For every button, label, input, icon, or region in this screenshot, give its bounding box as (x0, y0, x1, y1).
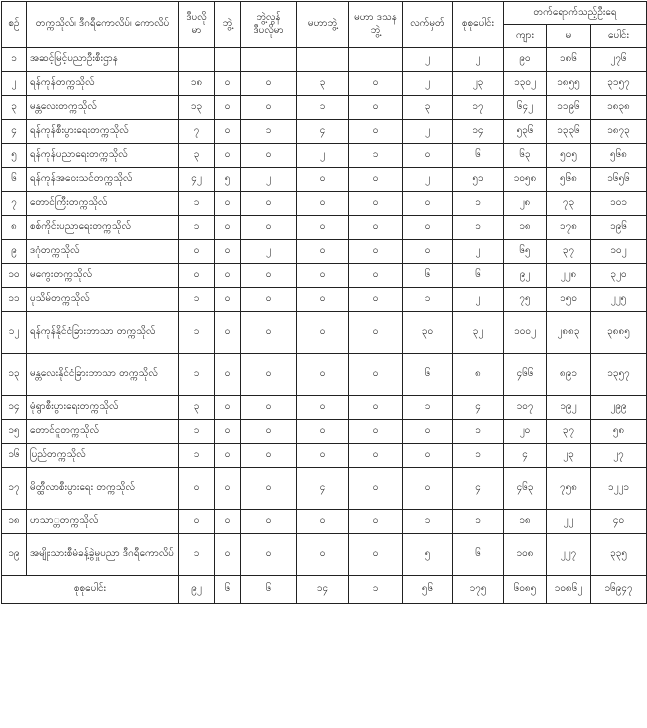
header-certificate: လက်မှတ် (403, 2, 453, 48)
male-students: ၁၀၈ (504, 534, 547, 576)
students-total: ၁၂၂၁ (591, 468, 647, 510)
row-number: ၈ (2, 216, 27, 240)
institution-name: အမျိုးသားစီမံခန့်ခွဲမှုပညာ ဒီဂရီကောလိပ် (27, 534, 179, 576)
postgrad-diploma-count: ၀ (241, 96, 297, 120)
diploma-count: ၄၂ (179, 168, 215, 192)
certificate-count: ၀ (403, 468, 453, 510)
row-number: ၁၁ (2, 288, 27, 312)
certificate-count: ၆ (403, 264, 453, 288)
mphil-count: ၀ (349, 120, 403, 144)
mphil-count: ၀ (349, 288, 403, 312)
institution-name: ဒဂုံတက္ကသိုလ် (27, 240, 179, 264)
institution-name: စစ်ကိုင်းပညာရေးတက္ကသိုလ် (27, 216, 179, 240)
female-students: ၁၅၀ (547, 288, 591, 312)
male-students: ၁၈ (504, 216, 547, 240)
diploma-count (179, 48, 215, 72)
total-count: ၁ (453, 510, 504, 534)
bachelor-count: ၅ (215, 168, 241, 192)
bachelor-count: ၀ (215, 192, 241, 216)
total-count: ၁ (453, 444, 504, 468)
total-count: ၄ (453, 468, 504, 510)
diploma-count: ၁ (179, 288, 215, 312)
header-total: စုစုပေါင်း (453, 2, 504, 48)
bachelor-count: ၀ (215, 444, 241, 468)
diploma-count: ၁ (179, 192, 215, 216)
mphil-count: ၁ (349, 144, 403, 168)
female-students: ၈၉၁ (547, 354, 591, 396)
diploma-count: ၇ (179, 120, 215, 144)
male-students: ၄၆၆ (504, 354, 547, 396)
female-students: ၅၀၅ (547, 144, 591, 168)
total-count: ၂ (453, 48, 504, 72)
students-total: ၃၈၈၅ (591, 312, 647, 354)
certificate-count: ၁ (403, 396, 453, 420)
students-total: ၁၆၅၆ (591, 168, 647, 192)
header-postgrad-diploma: ဘွဲ့လွန် ဒီပလိုမာ (241, 2, 297, 48)
institution-name: မိတ္ထီလာစီးပွားရေး တက္ကသိုလ် (27, 468, 179, 510)
table-row (2, 96, 647, 120)
certificate-count: ၀ (403, 240, 453, 264)
diploma-count: ၀ (179, 468, 215, 510)
university-statistics-table (1, 1, 647, 604)
bachelor-count: ၀ (215, 72, 241, 96)
postgrad-diploma-count: ၀ (241, 192, 297, 216)
diploma-count: ၁၈ (179, 72, 215, 96)
students-total: ၂၇ (591, 444, 647, 468)
table-row (2, 48, 647, 72)
total-count: ၁၇ (453, 96, 504, 120)
total-certificate-count: ၅၆ (403, 576, 453, 604)
table-row (2, 444, 647, 468)
row-number: ၆ (2, 168, 27, 192)
totals-row (2, 576, 647, 604)
institution-name: ပြည်တက္ကသိုလ် (27, 444, 179, 468)
students-total: ၁၉၆ (591, 216, 647, 240)
postgrad-diploma-count: ၀ (241, 144, 297, 168)
male-students: ၆၅ (504, 240, 547, 264)
table-row (2, 468, 647, 510)
male-students: ၂၈ (504, 192, 547, 216)
masters-count: ၀ (297, 312, 349, 354)
bachelor-count: ၀ (215, 354, 241, 396)
bachelor-count: ၀ (215, 216, 241, 240)
female-students: ၁၃၃၆ (547, 120, 591, 144)
mphil-count: ၀ (349, 396, 403, 420)
postgrad-diploma-count: ၀ (241, 72, 297, 96)
certificate-count: ၃၀ (403, 312, 453, 354)
female-students: ၁၈၅၅ (547, 72, 591, 96)
female-students: ၂၂ (547, 510, 591, 534)
students-total: ၁၃၅၇ (591, 354, 647, 396)
table-row (2, 288, 647, 312)
male-students: ၁၀၅၈ (504, 168, 547, 192)
masters-count (297, 48, 349, 72)
header-mphil: မဟာ ဒသနဘွဲ့ (349, 2, 403, 48)
header-name: တက္ကသိုလ်၊ ဒီဂရီကောလိပ်၊ ကောလိပ် (27, 2, 179, 48)
diploma-count: ၁ (179, 420, 215, 444)
total-count: ၆ (453, 144, 504, 168)
certificate-count: ၁ (403, 288, 453, 312)
table-row (2, 312, 647, 354)
female-students: ၂၈၈၃ (547, 312, 591, 354)
bachelor-count: ၀ (215, 396, 241, 420)
postgrad-diploma-count: ၀ (241, 510, 297, 534)
bachelor-count: ၀ (215, 420, 241, 444)
male-students: ၂၀ (504, 420, 547, 444)
institution-name: မကွေးတက္ကသိုလ် (27, 264, 179, 288)
masters-count: ၀ (297, 396, 349, 420)
masters-count: ၄ (297, 120, 349, 144)
row-number: ၁၂ (2, 312, 27, 354)
female-students: ၂၂၇ (547, 534, 591, 576)
mphil-count: ၀ (349, 72, 403, 96)
table-row (2, 216, 647, 240)
students-total: ၁၈၇၃ (591, 120, 647, 144)
postgrad-diploma-count (241, 48, 297, 72)
male-students: ၁၀၀၂ (504, 312, 547, 354)
mphil-count: ၀ (349, 96, 403, 120)
total-count: ၅၁ (453, 168, 504, 192)
male-students: ၄ (504, 444, 547, 468)
table-row (2, 168, 647, 192)
institution-name: အဆင့်မြင့်ပညာဦးစီးဌာန (27, 48, 179, 72)
postgrad-diploma-count: ၀ (241, 534, 297, 576)
total-postgrad-diploma-count: ၆ (241, 576, 297, 604)
institution-name: ရန်ကုန်ပညာရေးတက္ကသိုလ် (27, 144, 179, 168)
total-male-students: ၆၀၈၅ (504, 576, 547, 604)
row-number: ၁၅ (2, 420, 27, 444)
diploma-count: ၁ (179, 312, 215, 354)
female-students: ၁၈၆ (547, 48, 591, 72)
table-row (2, 534, 647, 576)
bachelor-count: ၀ (215, 144, 241, 168)
female-students: ၃၇ (547, 240, 591, 264)
table-row (2, 192, 647, 216)
masters-count: ၀ (297, 534, 349, 576)
row-number: ၇ (2, 192, 27, 216)
bachelor-count: ၀ (215, 468, 241, 510)
postgrad-diploma-count: ၀ (241, 264, 297, 288)
total-count: ၆ (453, 264, 504, 288)
total-count: ၂ (453, 288, 504, 312)
students-total: ၅၆၈ (591, 144, 647, 168)
bachelor-count: ၀ (215, 240, 241, 264)
students-total: ၄၀ (591, 510, 647, 534)
diploma-count: ၁ (179, 534, 215, 576)
header-students: တက်ရောက်သည့်ဦးရေ (504, 2, 647, 25)
certificate-count: ၀ (403, 192, 453, 216)
header-masters: မဟာဘွဲ့ (297, 2, 349, 48)
total-count: ၁ (453, 216, 504, 240)
postgrad-diploma-count: ၂ (241, 240, 297, 264)
female-students: ၁၇၈ (547, 216, 591, 240)
total-total-count: ၁၇၅ (453, 576, 504, 604)
certificate-count: ၆ (403, 354, 453, 396)
male-students: ၁၀၇ (504, 396, 547, 420)
mphil-count: ၀ (349, 420, 403, 444)
mphil-count: ၀ (349, 192, 403, 216)
certificate-count: ၃ (403, 96, 453, 120)
total-masters-count: ၁၄ (297, 576, 349, 604)
row-number: ၁ (2, 48, 27, 72)
masters-count: ၀ (297, 192, 349, 216)
institution-name: မန္တလေးတက္ကသိုလ် (27, 96, 179, 120)
masters-count: ၀ (297, 288, 349, 312)
header-students-total: ပေါင်း (591, 25, 647, 48)
male-students: ၁၈ (504, 510, 547, 534)
female-students: ၂၃ (547, 444, 591, 468)
header-male: ကျား (504, 25, 547, 48)
total-count: ၁ (453, 420, 504, 444)
row-number: ၁၄ (2, 396, 27, 420)
male-students: ၉၂ (504, 264, 547, 288)
bachelor-count: ၀ (215, 288, 241, 312)
row-number: ၁၃ (2, 354, 27, 396)
female-students: ၃၇ (547, 420, 591, 444)
diploma-count: ၁၃ (179, 96, 215, 120)
masters-count: ၀ (297, 264, 349, 288)
male-students: ၄၆၃ (504, 468, 547, 510)
table-row (2, 510, 647, 534)
masters-count: ၀ (297, 354, 349, 396)
institution-name: ရန်ကုန်အဝေးသင်တက္ကသိုလ် (27, 168, 179, 192)
table-row (2, 240, 647, 264)
students-total: ၂၂၅ (591, 288, 647, 312)
postgrad-diploma-count: ၁ (241, 120, 297, 144)
mphil-count: ၀ (349, 216, 403, 240)
row-number: ၁၀ (2, 264, 27, 288)
postgrad-diploma-count: ၀ (241, 420, 297, 444)
diploma-count: ၁ (179, 354, 215, 396)
female-students: ၂၂၈ (547, 264, 591, 288)
table-body (2, 48, 647, 604)
certificate-count: ၀ (403, 420, 453, 444)
postgrad-diploma-count: ၀ (241, 468, 297, 510)
mphil-count: ၀ (349, 264, 403, 288)
students-total: ၃၃၅ (591, 534, 647, 576)
postgrad-diploma-count: ၀ (241, 288, 297, 312)
row-number: ၁၆ (2, 444, 27, 468)
students-total: ၃၁၅၇ (591, 72, 647, 96)
total-count: ၆ (453, 534, 504, 576)
masters-count: ၀ (297, 420, 349, 444)
total-female-students: ၁၀၈၆၂ (547, 576, 591, 604)
female-students: ၇၃ (547, 192, 591, 216)
male-students: ၆၄၂ (504, 96, 547, 120)
masters-count: ၁ (297, 96, 349, 120)
row-number: ၅ (2, 144, 27, 168)
bachelor-count: ၀ (215, 312, 241, 354)
institution-name: မန္တလေးနိုင်ငံခြားဘာသာ တက္ကသိုလ် (27, 354, 179, 396)
postgrad-diploma-count: ၀ (241, 312, 297, 354)
total-count: ၈ (453, 354, 504, 396)
students-total: ၂၉၉ (591, 396, 647, 420)
masters-count: ၀ (297, 510, 349, 534)
diploma-count: ၁ (179, 444, 215, 468)
male-students: ၅၃၆ (504, 120, 547, 144)
mphil-count: ၀ (349, 444, 403, 468)
mphil-count: ၀ (349, 534, 403, 576)
students-total: ၅၈ (591, 420, 647, 444)
students-total: ၂၇၆ (591, 48, 647, 72)
table-row (2, 72, 647, 96)
table-row (2, 144, 647, 168)
total-count: ၂ (453, 240, 504, 264)
male-students: ၇၅ (504, 288, 547, 312)
header-female: မ (547, 25, 591, 48)
diploma-count: ၀ (179, 264, 215, 288)
certificate-count: ၀ (403, 216, 453, 240)
institution-name: ဟသာ္တတက္ကသိုလ် (27, 510, 179, 534)
female-students: ၁၉၂ (547, 396, 591, 420)
total-mphil-count: ၁ (349, 576, 403, 604)
total-diploma-count: ၉၂ (179, 576, 215, 604)
certificate-count: ၂ (403, 48, 453, 72)
diploma-count: ၀ (179, 240, 215, 264)
certificate-count: ၂ (403, 120, 453, 144)
diploma-count: ၁ (179, 216, 215, 240)
certificate-count: ၀ (403, 444, 453, 468)
bachelor-count: ၀ (215, 510, 241, 534)
students-total: ၁၀၁ (591, 192, 647, 216)
institution-name: ရန်ကုန်စီးပွားရေးတက္ကသိုလ် (27, 120, 179, 144)
total-count: ၄ (453, 396, 504, 420)
bachelor-count (215, 48, 241, 72)
institution-name: တောင်ကြီးတက္ကသိုလ် (27, 192, 179, 216)
table-row (2, 354, 647, 396)
postgrad-diploma-count: ၂ (241, 168, 297, 192)
diploma-count: ၀ (179, 510, 215, 534)
students-total: ၃၂၀ (591, 264, 647, 288)
female-students: ၅၆၈ (547, 168, 591, 192)
header-diploma: ဒီပလို မာ (179, 2, 215, 48)
total-bachelor-count: ၆ (215, 576, 241, 604)
row-number: ၉ (2, 240, 27, 264)
masters-count: ၃ (297, 72, 349, 96)
male-students: ၉၀ (504, 48, 547, 72)
mphil-count: ၀ (349, 468, 403, 510)
institution-name: ရန်ကုန်နိုင်ငံခြားဘာသာ တက္ကသိုလ် (27, 312, 179, 354)
female-students: ၁၁၉၆ (547, 96, 591, 120)
total-count: ၂၃ (453, 72, 504, 96)
total-count: ၁ (453, 192, 504, 216)
male-students: ၆၃ (504, 144, 547, 168)
students-total: ၁၈၃၈ (591, 96, 647, 120)
total-students-total: ၁၆၉၄၇ (591, 576, 647, 604)
institution-name: ပုသိမ်တက္ကသိုလ် (27, 288, 179, 312)
mphil-count: ၀ (349, 168, 403, 192)
mphil-count (349, 48, 403, 72)
totals-label: စုစုပေါင်း (2, 576, 179, 604)
mphil-count: ၀ (349, 354, 403, 396)
female-students: ၇၅၈ (547, 468, 591, 510)
row-number: ၂ (2, 72, 27, 96)
diploma-count: ၃ (179, 144, 215, 168)
masters-count: ၀ (297, 168, 349, 192)
students-total: ၁၀၂ (591, 240, 647, 264)
certificate-count: ၀ (403, 144, 453, 168)
header-bachelor: ဘွဲ့ (215, 2, 241, 48)
postgrad-diploma-count: ၀ (241, 354, 297, 396)
bachelor-count: ၀ (215, 534, 241, 576)
certificate-count: ၂ (403, 72, 453, 96)
certificate-count: ၂ (403, 168, 453, 192)
institution-name: မုံရွာစီးပွားရေးတက္ကသိုလ် (27, 396, 179, 420)
institution-name: တောင်ငူတက္ကသိုလ် (27, 420, 179, 444)
row-number: ၄ (2, 120, 27, 144)
total-count: ၃၂ (453, 312, 504, 354)
bachelor-count: ၀ (215, 120, 241, 144)
certificate-count: ၅ (403, 534, 453, 576)
bachelor-count: ၀ (215, 264, 241, 288)
certificate-count: ၁ (403, 510, 453, 534)
header-no: စဉ် (2, 2, 27, 48)
total-count: ၁၄ (453, 120, 504, 144)
table-row (2, 420, 647, 444)
masters-count: ၀ (297, 216, 349, 240)
masters-count: ၄ (297, 468, 349, 510)
masters-count: ၂ (297, 144, 349, 168)
postgrad-diploma-count: ၀ (241, 396, 297, 420)
row-number: ၁၈ (2, 510, 27, 534)
mphil-count: ၀ (349, 312, 403, 354)
institution-name: ရန်ကုန်တက္ကသိုလ် (27, 72, 179, 96)
masters-count: ၀ (297, 240, 349, 264)
diploma-count: ၃ (179, 396, 215, 420)
table-row (2, 120, 647, 144)
postgrad-diploma-count: ၀ (241, 444, 297, 468)
row-number: ၁၉ (2, 534, 27, 576)
mphil-count: ၀ (349, 510, 403, 534)
row-number: ၁၇ (2, 468, 27, 510)
table-row (2, 264, 647, 288)
masters-count: ၀ (297, 444, 349, 468)
table-row (2, 396, 647, 420)
postgrad-diploma-count: ၀ (241, 216, 297, 240)
row-number: ၃ (2, 96, 27, 120)
bachelor-count: ၀ (215, 96, 241, 120)
mphil-count: ၀ (349, 240, 403, 264)
male-students: ၁၃၀၂ (504, 72, 547, 96)
